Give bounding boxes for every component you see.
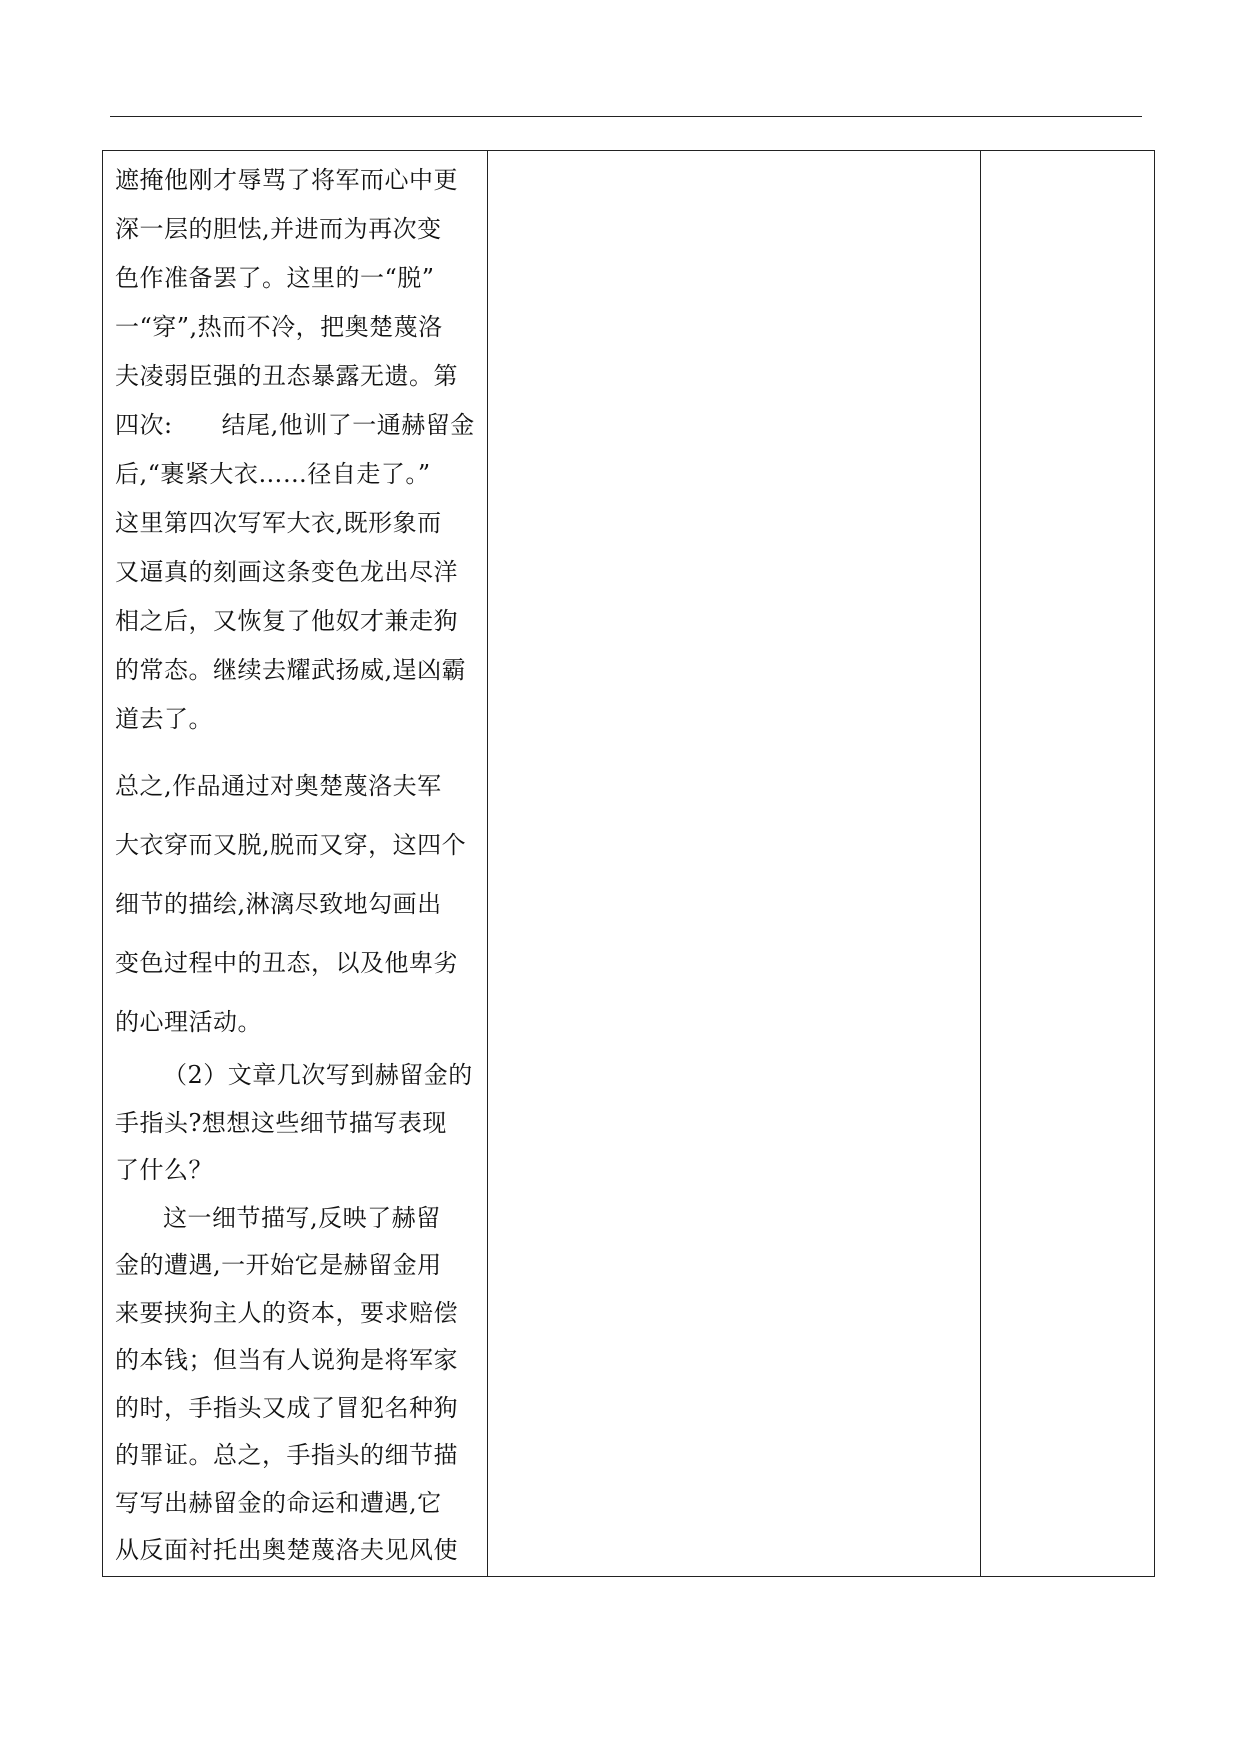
question-line: 了什么？: [115, 1156, 213, 1184]
text-line: 深一层的胆怯,并进而为再次变: [115, 215, 442, 243]
paragraph-summary: [115, 757, 481, 1052]
text-line: 的心理活动。: [115, 1008, 262, 1036]
answer-line: 从反面衬托出奥楚蔑洛夫见风使: [115, 1536, 458, 1564]
question-block: [115, 1052, 481, 1575]
question-line: 手指头?想想这些细节描写表现: [115, 1108, 447, 1137]
answer-line: 的本钱；但当有人说狗是将军家: [115, 1346, 458, 1374]
text-cell-content: [103, 151, 487, 1575]
paragraph-gap: [115, 744, 481, 757]
text-line: 大衣穿而又脱,脱而又穿，这四个: [115, 831, 467, 859]
paragraph-four-coat-details: [115, 151, 481, 744]
answer-line: 金的遭遇,一开始它是赫留金用: [115, 1251, 442, 1279]
answer-line: 写写出赫留金的命运和遭遇,它: [115, 1488, 442, 1517]
text-line: 后,“裹紧大衣……径自走了。”: [115, 460, 431, 488]
text-line: 这里第四次写军大衣,既形象而: [115, 509, 442, 537]
text-line: 夫凌弱臣强的丑态暴露无遗。第: [115, 362, 458, 390]
table-row: [103, 151, 1155, 1577]
answer-line: 这一细节描写,反映了赫留: [163, 1203, 441, 1232]
lesson-table: [102, 150, 1155, 1577]
text-line: 相之后，又恢复了他奴才兼走狗: [115, 607, 458, 635]
text-line: 道去了。: [115, 705, 213, 733]
text-line: 的常态。继续去耀武扬威,逞凶霸: [115, 656, 467, 684]
text-line: 总之,作品通过对奥楚蔑洛夫军: [115, 772, 442, 800]
text-line: 变色过程中的丑态，以及他卑劣: [115, 949, 458, 977]
text-line: 又逼真的刻画这条变色龙出尽洋: [115, 558, 458, 586]
text-line: 细节的描绘,淋漓尽致地勾画出: [115, 890, 442, 918]
text-line: 遮掩他刚才辱骂了将军而心中更: [115, 166, 458, 194]
answer-line: 的罪证。总之，手指头的细节描: [115, 1441, 458, 1469]
middle-column-cell: [488, 151, 981, 1577]
text-line: 四次: 结尾,他训了一通赫留金: [115, 411, 475, 439]
header-rule: [110, 116, 1142, 117]
right-column-cell: [981, 151, 1155, 1577]
question-line: （2）文章几次写到赫留金的: [163, 1061, 473, 1089]
answer-line: 的时，手指头又成了冒犯名种狗: [115, 1393, 458, 1422]
text-column-cell: [103, 151, 488, 1577]
answer-line: 来要挟狗主人的资本，要求赔偿: [115, 1298, 458, 1327]
text-line: 色作准备罢了。这里的一“脱”: [115, 264, 435, 292]
text-line: 一“穿”,热而不冷，把奥楚蔑洛: [115, 313, 443, 341]
